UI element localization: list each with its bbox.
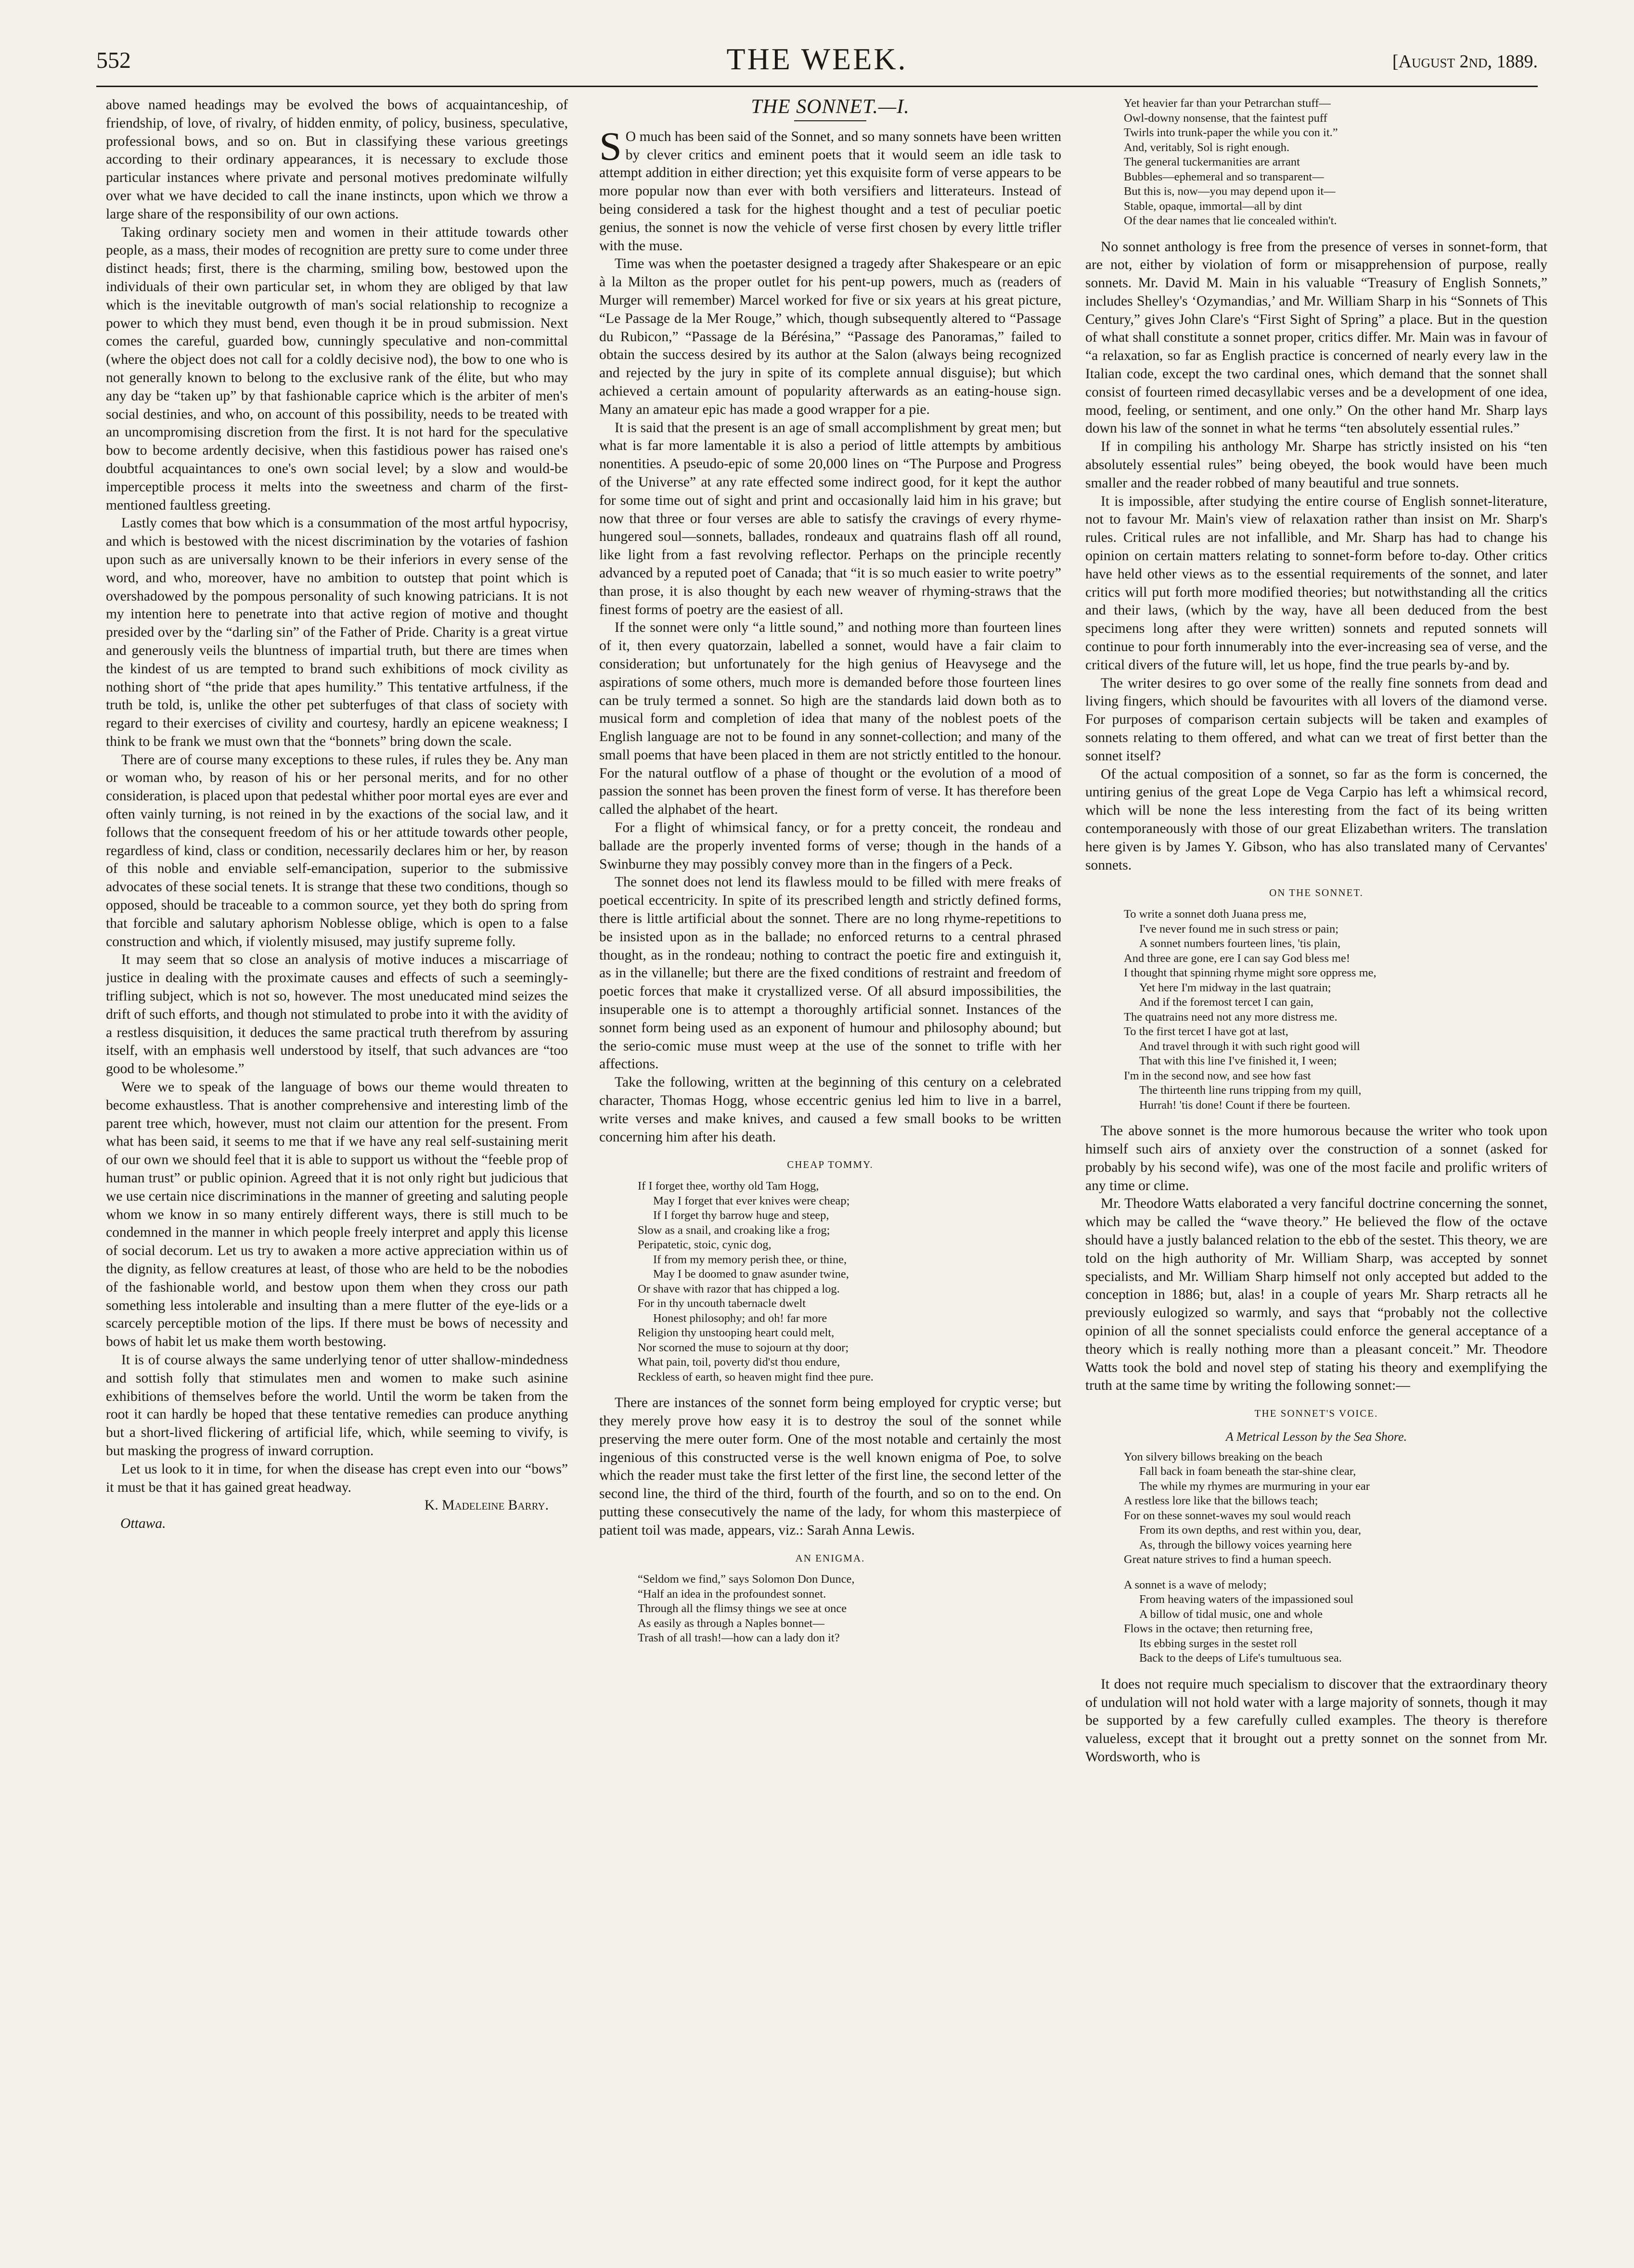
poem-line: Its ebbing surges in the sestet roll [1139, 1637, 1297, 1650]
poem-line: What pain, toil, poverty did'st thou endure, [638, 1356, 840, 1369]
poem-line: Back to the deeps of Life's tumultuous sea. [1139, 1652, 1342, 1665]
poem-line: Reckless of earth, so heaven might find thee pure. [638, 1370, 874, 1384]
poem-line: To write a sonnet doth Juana press me, [1124, 908, 1307, 921]
drop-cap: S [599, 124, 622, 169]
paragraph: There are of course many exceptions to these rules, if rules they be. Any man or woman who, by reason of his or her personal merits, and for no other consideration, is placed upon that pedestal whither poor mortal eyes are ever and often vainly turning, is not reined in by the exactions of the social law, and it follows that the consequent freedom of his or her attitude towards other people, regardless of kind, class or condition, necessarily declares him or her, by reason of this noble and enviable self-emancipation, superior to the submissive advocates of these social tenets. It is strange that these two conditions, though so opposed, should be traceable to a common source, yet they both do spring from that forcible and salutary aphorism Noblesse oblige, which is open to a false construction and which, if violently misused, may justify supreme folly. [106, 752, 568, 949]
paragraph: It is said that the present is an age of small accomplishment by great men; but what is far more lamentable it is also a period of little attempts by ambitious nonentities. A pseudo-epic of some 20,000 lines on “The Purpose and Progress of the Universe” at any rate effected some indirect good, for it kept the author for some time out of sight and print and occasionally laid him in his grave; but now that three or four verses are able to satisfy the cravings of every rhyme-hungered soul—sonnets, ballades, rondeaux and quatrains flash off all round, like light from a fast revolving reflector. Perhaps on the principle recently advanced by a reputed poet of Canada; that “it is so much easier to write poetry” than prose, it is also thought by each new weaver of rhyming-straws that the finest forms of poetry are the easiest of all. [599, 420, 1061, 617]
poem-line: Yet here I'm midway in the last quatrain; [1139, 981, 1331, 994]
poem-line: And, veritably, Sol is right enough. [1124, 141, 1290, 154]
column-1 [106, 96, 568, 2218]
poem-title: CHEAP TOMMY. [787, 1159, 874, 1171]
title-rule [794, 120, 866, 121]
poem-line: Through all the flimsy things we see at once [638, 1602, 847, 1615]
poem-line: Stable, opaque, immortal—all by dint [1124, 199, 1302, 213]
poem-subtitle: A Metrical Lesson by the Sea Shore. [1225, 1429, 1407, 1444]
poem-line: If from my memory perish thee, or thine, [653, 1253, 847, 1266]
poem-line: The thirteenth line runs tripping from my quill, [1139, 1084, 1362, 1097]
article-title: THE SONNET.—I. [751, 96, 910, 118]
author-signature: K. Madeleine Barry. [424, 1498, 549, 1513]
poem-line: Religion thy unstooping heart could melt, [638, 1326, 835, 1340]
paragraph: Of the actual composition of a sonnet, so far as the form is concerned, the untiring genius of the great Lope de Vega Carpio has left a whimsical record, which will be none the less interesting from the fact of its being written contemporaneously with those of our great Elizabethan writers. The translation here given is by James Y. Gibson, who has also translated many of Cervantes' sonnets. [1085, 766, 1547, 873]
poem-line: I thought that spinning rhyme might sore oppress me, [1124, 966, 1377, 980]
poem-title: ON THE SONNET. [1269, 887, 1364, 899]
poem-line: Yon silvery billows breaking on the beach [1124, 1450, 1323, 1463]
paragraph: The above sonnet is the more humorous because the writer who took upon himself such airs of anxiety over the construction of a sonnet (asked for probably by his second wife), was one of the most facile and prolific writers of any time or clime. [1085, 1123, 1547, 1193]
poem-line: Trash of all trash!—how can a lady don it? [638, 1631, 840, 1645]
poem-line: The quatrains need not any more distress me. [1124, 1010, 1338, 1024]
page-number: 552 [96, 48, 131, 73]
poem-line: Hurrah! 'tis done! Count if there be fourteen. [1139, 1098, 1351, 1112]
poem-line: If I forget thee, worthy old Tam Hogg, [638, 1179, 819, 1193]
poem-line: As easily as through a Naples bonnet— [638, 1616, 824, 1630]
poem-line: A restless lore like that the billows teach; [1124, 1494, 1318, 1508]
stanza-break [1124, 1567, 1547, 1578]
poem-line: May I be doomed to gnaw asunder twine, [653, 1268, 849, 1281]
column-2 [599, 96, 1061, 2218]
poem-line: For in thy uncouth tabernacle dwelt [638, 1297, 806, 1310]
paragraph: Taking ordinary society men and women in their attitude towards other people, as a mass, their modes of recognition are pretty sure to come under three distinct heads; first, there is the charming, smiling bow, bestowed upon the individuals of their own particular set, in whom they are obliged by that law which is the inevitable outgrowth of man's social relationship to recognize a power to which they must bend, even though it be in proud submission. Next comes the careful, guarded bow, cunningly speculative and non-committal (where the object does not call for a coldly decisive nod), the bow to one who is not generally known to belong to the exclusive rank of the élite, but who may any day be “taken up” by that fashionable caprice which is the arbiter of men's social destinies, and who, on account of this possibility, needs to be treated with an uncompromising discretion from the first. It is not hard for the speculative bow to become ardently decisive, when this fastidious power has raised one's doubtful acquaintances to one's own social level; by a slow and would-be imperceptible process it melts into the sweetness and charm of the first-mentioned faultless greeting. [106, 224, 568, 513]
poem-line: Of the dear names that lie concealed within't. [1124, 214, 1337, 227]
author-place: Ottawa. [120, 1516, 166, 1532]
poem-line: Great nature strives to find a human speech. [1124, 1553, 1332, 1566]
poem-line: From heaving waters of the impassioned soul [1139, 1593, 1354, 1606]
poem-line: I'm in the second now, and see how fast [1124, 1069, 1311, 1082]
poem-line: Yet heavier far than your Petrarchan stuff— [1124, 97, 1331, 110]
paragraph: It is of course always the same underlying tenor of utter shallow-mindedness and sottish folly that stimulates men and women to make such asinine exhibitions of themselves before the world. Until the worm be taken from the root it can hardly be hoped that these tentative remedies can produce anything but a short-lived flickering of artificial life, which, while seeming to vivify, is but masking the progress of inward corruption. [106, 1352, 568, 1459]
poem-cheap-tommy [638, 1179, 1061, 1384]
paragraph: Time was when the poetaster designed a tragedy after Shakespeare or an epic à la Milton as the proper outlet for his pent-up powers, much as (readers of Murger will remember) Marcel worked for five or six years at his great picture, “Le Passage de la Mer Rouge,” which, though subsequently altered to “Passage du Rubicon,” “Passage de la Bérésina,” “Passage des Panoramas,” failed to obtain the success desired by its author at the Salon (always being recognized and rejected by the jury in spite of its complete annual disguise); but which achieved a certain amount of popularity afterwards as an eating-house sign. Many an amateur epic has made a good wrapper for a pie. [599, 256, 1061, 417]
poem-line: Slow as a snail, and croaking like a frog; [638, 1223, 830, 1237]
paragraph: No sonnet anthology is free from the presence of verses in sonnet-form, that are not, either by violation of form or misapprehension of purpose, really sonnets. Mr. David M. Main in his valuable “Treasury of English Sonnets,” includes Shelley's ‘Ozymandias,’ and Mr. William Sharp in his “Sonnets of This Century,” gives John Clare's “First Sight of Spring” a place. But in the question of what shall constitute a sonnet proper, critics differ. Mr. Main was in favour of “a relaxation, so far as English practice is concerned of nearly every law in the Italian code, except the two cardinal ones, which demand that the sonnet shall consist of fourteen rimed decasyllabic verses and be a development of one idea, mood, feeling, or sentiment, and one only.” On the other hand Mr. Sharp lays down his law of the sonnet in what he terms “ten absolutely essential rules.” [1085, 239, 1547, 436]
poem-line: Peripatetic, stoic, cynic dog, [638, 1238, 772, 1252]
poem-line: “Half an idea in the profoundest sonnet. [638, 1587, 826, 1601]
paragraph: It does not require much specialism to discover that the extraordinary theory of undulation will not hold water with a large majority of sonnets, though it may be supported by a few carefully culled examples. The theory is therefore valueless, except that it brought out a pretty sonnet on the sonnet from Mr. Wordsworth, who is [1085, 1676, 1547, 1765]
paragraph: above named headings may be evolved the bows of acquaintanceship, of friendship, of love, of rivalry, of hidden enmity, of policy, business, speculative, professional bows, and so on. But in classifying these various greetings according to their ordinary appearances, it is necessary to exclude those particular instances where private and personal motives predominate wilfully over what we have decided to call the inane instincts, upon which we throw a large share of the responsibility of our own actions. [106, 97, 568, 222]
masthead [96, 38, 1538, 91]
poem-on-the-sonnet [1124, 907, 1547, 1113]
paragraph: Let us look to it in time, for when the disease has crept even into our “bows” it must be that it has gained great headway. [106, 1461, 568, 1495]
paragraph: Lastly comes that bow which is a consummation of the most artful hypocrisy, and which is bestowed with the nicest discrimination by the votaries of fashion upon such as are universally known to be their inferiors in every sense of the word, and who, moreover, have no ambition to outstep that point which is overshadowed by the pompous personality of such knowing patricians. It is not my intention here to penetrate into that active region of motive and thought presided over by the “darling sin” of the Father of Pride. Charity is a great virtue and generously veils the bluntness of impartial truth, but there are times when the kindest of us are tempted to brand such exhibitions of mock civility as nothing short of “the pride that apes humility.” This tentative artfulness, if the truth be told, is, unlike the other pet subterfuges of that class of society with regard to their exercises of civility and courtesy, hardly an epicene weakness; I think to be frank we must own that the “bonnets” bring down the scale. [106, 515, 568, 749]
poem-line: A sonnet numbers fourteen lines, 'tis plain, [1139, 937, 1341, 950]
paragraph: For a flight of whimsical fancy, or for a pretty conceit, the rondeau and ballade are the properly invented forms of verse; though in the hands of a Swinburne they may possibly convey more than in the fingers of a Peck. [599, 820, 1061, 872]
poem-line: A billow of tidal music, one and whole [1139, 1607, 1323, 1621]
poem-line: Owl-downy nonsense, that the faintest puff [1124, 111, 1327, 125]
poem-line: But this is, now—you may depend upon it— [1124, 185, 1336, 198]
poem-line: Or shave with razor that has chipped a log. [638, 1282, 840, 1295]
poem-line: Fall back in foam beneath the star-shine clear, [1139, 1465, 1356, 1478]
paragraph: It is impossible, after studying the entire course of English sonnet-literature, not to favour Mr. Main's view of relaxation rather than insist on Mr. Sharp's rules. Critical rules are not infallible, and Mr. Sharp has had to change his opinion on certain matters relating to sonnet-form before to-day. Other critics have held other views as to the essential requirements of the sonnet, and later critics will put forth more modified theories; but notwithstanding all the critics and their laws, (which by the way, have all been deduced from the best specimens long after they were written) sonnets and reputed sonnets will continue to pour forth innumerably into the ever-increasing sea of verse, and the critical divers of the future will, let us hope, find the true pearls by-and by. [1085, 493, 1547, 673]
poem-line: Flows in the octave; then returning free, [1124, 1622, 1313, 1636]
paragraph: If the sonnet were only “a little sound,” and nothing more than fourteen lines of it, then every quatorzain, labelled a sonnet, would have a fair claim to consideration; but unfortunately for the high genius of Heavysege and the aspirations of some others, much more is demanded before those fourteen lines can be truly termed a sonnet. So high are the standards laid down both as to musical form and completion of idea that many of the noblest poets of the English language are not to be found in any sonnet-collection; and many of the small poems that have been placed in them are not strictly entitled to the honour. For the natural outflow of a phase of thought or the evolution of a mood of passion the sonnet has been proven the finest form of verse. It has therefore been called the alphabet of the heart. [599, 620, 1061, 818]
poem-line: I've never found me in such stress or pain; [1139, 922, 1338, 935]
publication-title: THE WEEK. [726, 42, 908, 76]
paragraph: The sonnet does not lend its flawless mould to be filled with mere freaks of poetical eccentricity. In spite of its prescribed length and strictly defined forms, there is little artificial about the sonnet. There are no long rhyme-repetitions to be insisted upon as in the ballade; no enforced returns to a central phrased thought, as in the rondeau; nothing to contract the poetic fire and extinguish it, as in the villanelle; but there are the fixed conditions of restraint and freedom of poetic forces that make it crystallized verse. Of all absurd impossibilities, the insuperable one is to attempt a thoroughly artificial sonnet. Instances of the sonnet form being used as an exponent of humour and philosophy abound; but the serio-comic muse must weep at the use of the sonnet to trifle with her affections. [599, 874, 1061, 1072]
paragraph: Were we to speak of the language of bows our theme would threaten to become exhaustless. That is another comprehensive and interesting limb of the parent tree which, however, must not claim our attention for the present. From what has been said, it seems to me that if we have any real self-sustaining merit of our own we should feel that it is able to support us without the “feeble prop of human trust” or public opinion. Agreed that it is not only right but judicious that we use certain nice discriminations in the manner of greeting and saluting people whom we know in so many entirely different ways, there is still much to be condemned in the manner in which people freely interpret and apply this license of social decorum. Let us try to awaken a more active appreciation within us of the dignity, as fellow creatures at least, of those who are held to be the nobodies of the fashionable world, and bestow upon them when they cross our path something less intolerable and insulting than a mere flutter of the eye-lids or a scarcely perceptible motion of the lips. If there must be bows of necessity and bows of habit let us make them worth bestowing. [106, 1079, 568, 1350]
poem-enigma [638, 1572, 1061, 1646]
paragraph: If in compiling his anthology Mr. Sharpe has strictly insisted on his “ten absolutely essential rules” being obeyed, the book would have been much smaller and the reader robbed of many beautiful and true sonnets. [1085, 439, 1547, 491]
poem-line: “Seldom we find,” says Solomon Don Dunce, [638, 1573, 855, 1586]
poem-line: For on these sonnet-waves my soul would reach [1124, 1509, 1351, 1522]
paragraph: Mr. Theodore Watts elaborated a very fanciful doctrine concerning the sonnet, which may be called the “wave theory.” He believed the flow of the octave should have a justly balanced relation to the ebb of the sestet. This theory, we are told on the high authority of Mr. William Sharp, was accepted by sonnet specialists, and Mr. William Sharp himself not only accepted but added to the conception in 1886; but, alas! in a couple of years Mr. Sharp retracts all he previously eulogized so warmly, and says that “probably not the collective opinion of all the sonnet specialists could enforce the general acceptance of a theory which is really nothing more than a pleasant conceit.” Mr. Theodore Watts took the bold and novel step of stating his theory and exemplifying the truth at the same time by writing the following sonnet:— [1085, 1196, 1547, 1394]
paragraph: The writer desires to go over some of the really fine sonnets from dead and living fingers, which should be favourites with all lovers of the diamond verse. For purposes of comparison certain subjects will be taken and examples of sonnets relating to them offered, and what can we treat of first better than the sonnet itself? [1085, 675, 1547, 764]
poem-line: Nor scorned the muse to sojourn at thy door; [638, 1341, 849, 1354]
poem-line: To the first tercet I have got at last, [1124, 1025, 1288, 1038]
paragraph: There are instances of the sonnet form being employed for cryptic verse; but they merely prove how easy it is to destroy the soul of the sonnet while preserving the mere outer form. One of the most notable and certainly the most ingenious of this constructed verse is the well known enigma of Poe, to solve which the reader must take the first letter of the first line, the second letter of the second line, the third of the third, fourth of the fourth, and so on to the end. On putting these consecutively the name of the lady, for whom this masterpiece of patient toil was made, appears, viz.: Sarah Anna Lewis. [599, 1395, 1061, 1538]
column-3 [1085, 96, 1547, 2218]
paragraph-text: O much has been said of the Sonnet, and so many sonnets have been written by clever critics and eminent poets that it would seem an idle task to attempt addition in either direction; yet this exquisite form of verse appears to be more popular now than ever with both versifiers and litterateurs. Instead of being considered a task for the highest thought and a test of peculiar poetic genius, the sonnet is now the vehicle of verse first chosen by every little trifler with the muse. [599, 128, 1061, 254]
poem-line: May I forget that ever knives were cheap; [653, 1194, 850, 1207]
poem-the-sonnets-voice [1124, 1450, 1547, 1666]
issue-date: [August 2nd, 1889. [1392, 51, 1538, 72]
header-rule [96, 86, 1538, 87]
poem-line: Bubbles—ephemeral and so transparent— [1124, 170, 1324, 183]
poem-line: If I forget thy barrow huge and steep, [653, 1209, 829, 1222]
poem-title: THE SONNET'S VOICE. [1254, 1408, 1378, 1420]
poem-line: And three are gone, ere I can say God bless me! [1124, 951, 1351, 965]
poem-line: That with this line I've finished it, I ween; [1139, 1054, 1337, 1068]
poem-line: And travel through it with such right good will [1139, 1039, 1360, 1053]
poem-enigma-continued [1124, 96, 1547, 229]
poem-line: From its own depths, and rest within you, dear, [1139, 1524, 1362, 1537]
poem-line: The general tuckermanities are arrant [1124, 155, 1300, 168]
paragraph [599, 124, 1061, 256]
poem-title: AN ENIGMA. [795, 1552, 865, 1564]
poem-line: A sonnet is a wave of melody; [1124, 1578, 1267, 1591]
poem-line: Honest philosophy; and oh! far more [653, 1311, 827, 1325]
paragraph: Take the following, written at the beginning of this century on a celebrated character, Thomas Hogg, whose eccentric genius led him to live in a barrel, write verses and make knives, and caused a few small books to be written concerning him after his death. [599, 1075, 1061, 1145]
poem-line: And if the foremost tercet I can gain, [1139, 996, 1313, 1009]
poem-line: As, through the billowy voices yearning here [1139, 1538, 1352, 1551]
poem-line: Twirls into trunk-paper the while you con it.” [1124, 126, 1338, 139]
paragraph: It may seem that so close an analysis of motive induces a miscarriage of justice in dealing with the proximate causes and effects of such a seemingly-trifling subject, which is not so, however. The most uneducated mind seizes the drift of such efforts, and though not stimulated to probe into it with the avidity of a restless disquisition, it deduces the same practical truth therefrom by assuring itself, with an emphasis well understood by itself, that such advances are “too good to be wholesome.” [106, 952, 568, 1077]
poem-line: The while my rhymes are murmuring in your ear [1139, 1479, 1370, 1493]
